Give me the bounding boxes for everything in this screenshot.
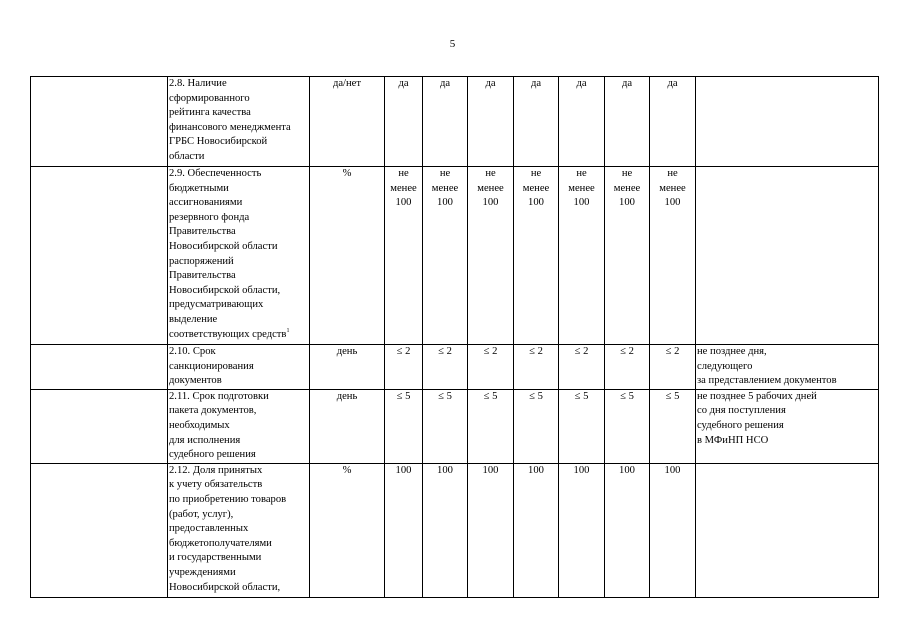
blank-cell [31, 345, 168, 390]
footnote-marker: 1 [286, 327, 290, 334]
note-cell [696, 463, 879, 597]
indicator-name: 2.9. Обеспеченность бюджетными ассигнованиями резервного фонда Правительства Новосибирской области распоряжений Правительства Новосибирской области, предусматривающих выделение соответствующих средств$^1$ [168, 167, 310, 345]
table-row [31, 389, 879, 463]
value-cell: не менее 100 [605, 167, 650, 345]
value-cell: да [559, 77, 605, 167]
note-cell: не позднее дня, следующего за представлением документов [696, 345, 879, 390]
value-cell: ≤ 2 [385, 345, 423, 390]
table-row [31, 77, 879, 167]
indicator-name: 2.12. Доля принятых к учету обязательств по приобретению товаров (работ, услуг), предоставленных бюджетополучателями и государственными учреждениями Новосибирской области, [168, 463, 310, 597]
value-cell: 100 [559, 463, 605, 597]
value-cell: да [514, 77, 559, 167]
value-cell: ≤ 5 [423, 389, 468, 463]
value-cell: да [650, 77, 696, 167]
value-cell: ≤ 5 [650, 389, 696, 463]
table-row [31, 463, 879, 597]
value-cell: ≤ 5 [385, 389, 423, 463]
value-cell: 100 [650, 463, 696, 597]
unit-cell: день [310, 389, 385, 463]
blank-cell [31, 389, 168, 463]
indicator-name: 2.10. Срок санкционирования документов [168, 345, 310, 390]
unit-cell: день [310, 345, 385, 390]
value-cell: 100 [423, 463, 468, 597]
note-cell: не позднее 5 рабочих дней со дня поступления судебного решения в МФиНП НСО [696, 389, 879, 463]
value-cell: 100 [385, 463, 423, 597]
value-cell: не менее 100 [468, 167, 514, 345]
value-cell: ≤ 5 [468, 389, 514, 463]
note-cell [696, 77, 879, 167]
indicator-name: 2.11. Срок подготовки пакета документов, необходимых для исполнения судебного решения [168, 389, 310, 463]
page-number: 5 [449, 38, 456, 50]
value-cell: не менее 100 [423, 167, 468, 345]
value-cell: 100 [514, 463, 559, 597]
value-cell: ≤ 2 [468, 345, 514, 390]
value-cell: ≤ 2 [650, 345, 696, 390]
value-cell: 100 [605, 463, 650, 597]
value-cell: ≤ 5 [559, 389, 605, 463]
unit-cell: да/нет [310, 77, 385, 167]
value-cell: да [605, 77, 650, 167]
value-cell: ≤ 2 [514, 345, 559, 390]
indicator-name: 2.8. Наличие сформированного рейтинга качества финансового менеджмента ГРБС Новосибирской области [168, 77, 310, 167]
unit-cell: % [310, 463, 385, 597]
note-cell [696, 167, 879, 345]
value-cell: да [423, 77, 468, 167]
value-cell: не менее 100 [559, 167, 605, 345]
value-cell: да [468, 77, 514, 167]
table-row [31, 167, 879, 345]
value-cell: 100 [468, 463, 514, 597]
value-cell: не менее 100 [650, 167, 696, 345]
value-cell: ≤ 5 [605, 389, 650, 463]
unit-cell: % [310, 167, 385, 345]
value-cell: ≤ 5 [514, 389, 559, 463]
blank-cell [31, 463, 168, 597]
value-cell: ≤ 2 [423, 345, 468, 390]
value-cell: ≤ 2 [605, 345, 650, 390]
blank-cell [31, 167, 168, 345]
blank-cell [31, 77, 168, 167]
value-cell: ≤ 2 [559, 345, 605, 390]
value-cell: да [385, 77, 423, 167]
value-cell: не менее 100 [385, 167, 423, 345]
value-cell: не менее 100 [514, 167, 559, 345]
indicators-table [30, 76, 879, 598]
table-row [31, 345, 879, 390]
